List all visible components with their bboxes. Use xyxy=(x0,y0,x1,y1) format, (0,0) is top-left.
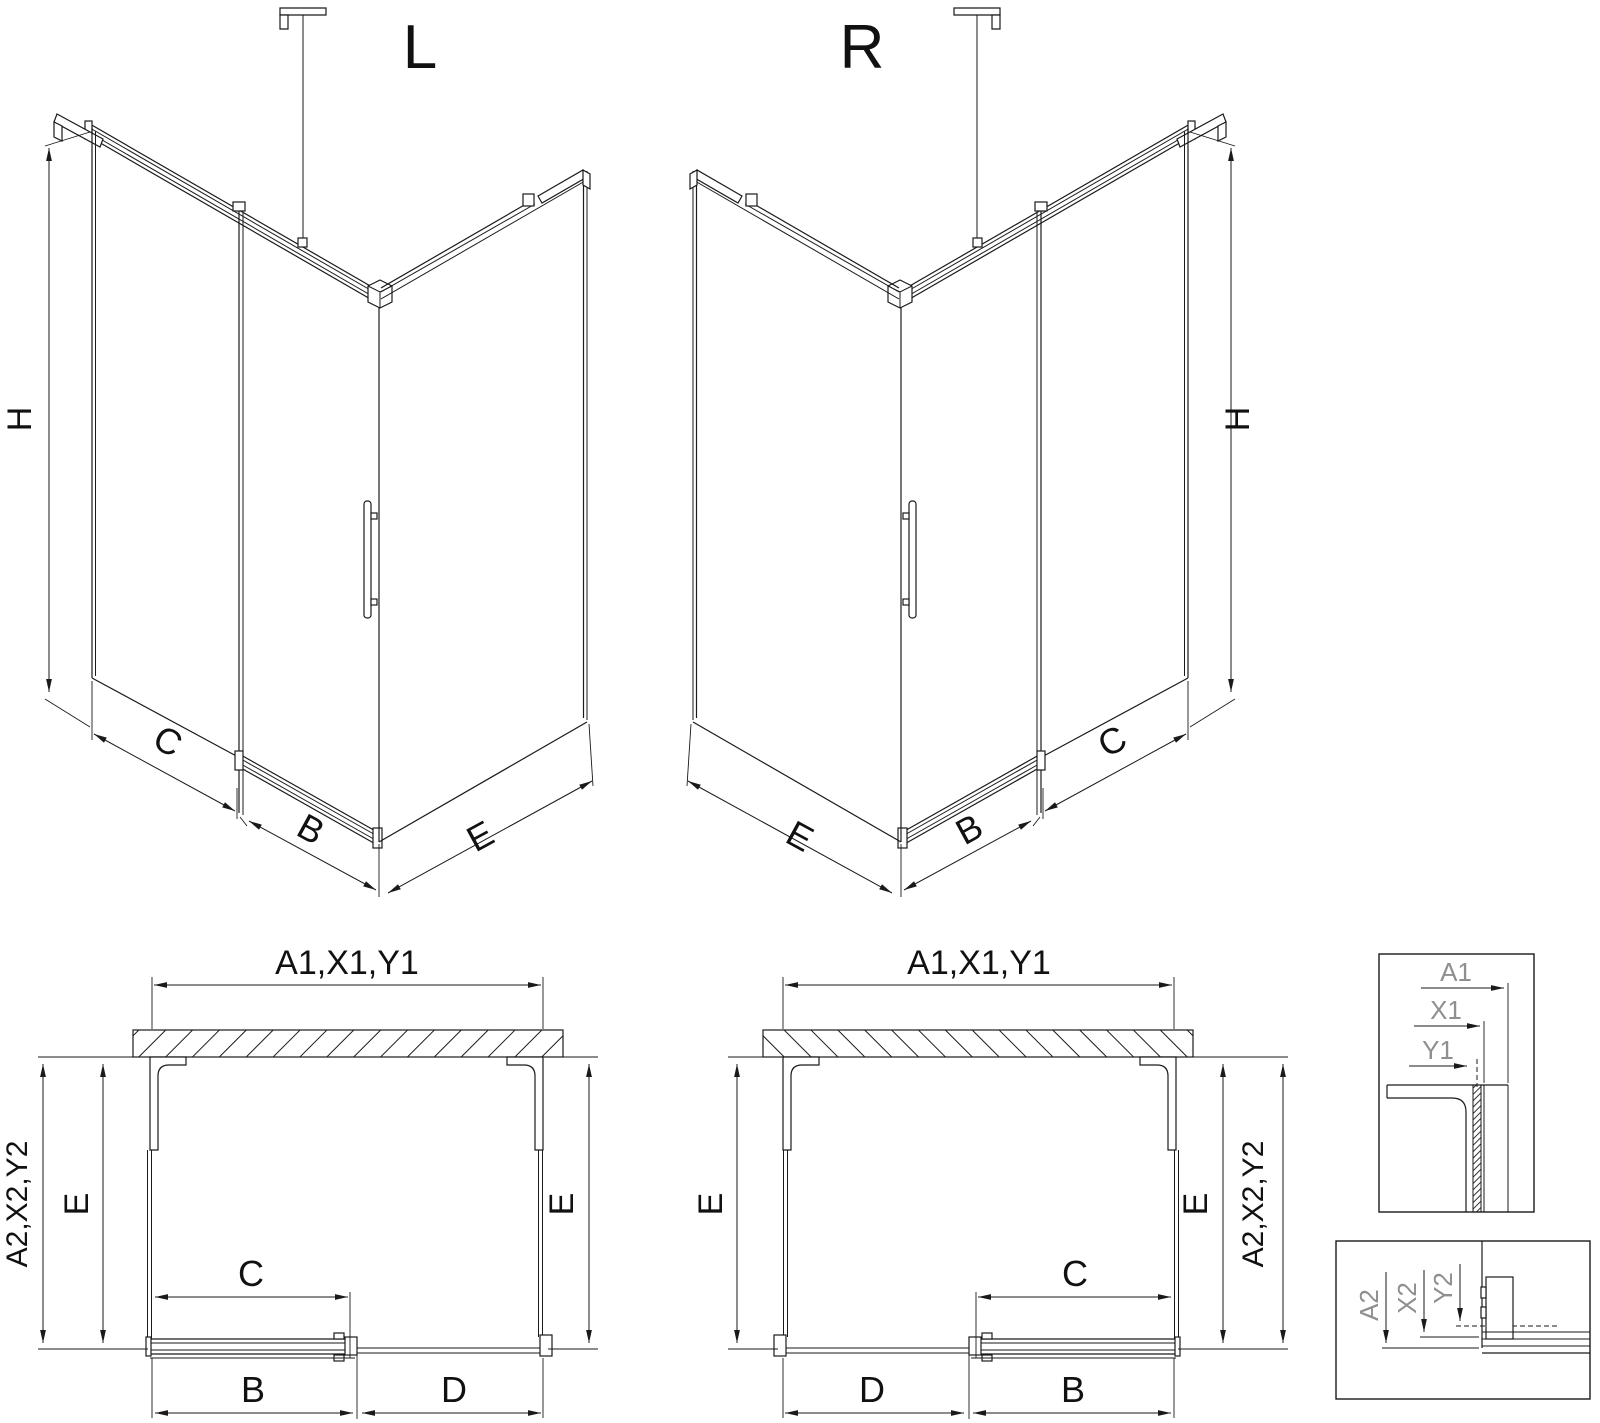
detail-top-view xyxy=(1379,954,1534,1212)
plan-left-dim-e-left-label: E xyxy=(58,1192,96,1216)
plan-left-dim-e-right-label: E xyxy=(543,1192,581,1216)
iso-right-view xyxy=(687,8,1235,897)
detail-top-x1-label: X1 xyxy=(1430,995,1462,1025)
detail-bottom-y2-label: Y2 xyxy=(1428,1272,1458,1304)
iso-left-dim-c-label: C xyxy=(146,716,190,766)
iso-left-dim-b-label: B xyxy=(290,805,332,853)
plan-right-dim-width-label: A1,X1,Y1 xyxy=(907,944,1051,982)
detail-bottom-a2-label: A2 xyxy=(1354,1289,1384,1321)
iso-right-dim-e-label: E xyxy=(779,812,821,860)
detail-top-frame xyxy=(1379,954,1534,1212)
plan-right-dim-e-left-label: E xyxy=(692,1192,730,1216)
plan-left-view xyxy=(38,977,598,1419)
iso-right-dim-h-label: H xyxy=(1219,406,1257,432)
detail-top-y1-label: Y1 xyxy=(1422,1035,1454,1065)
plan-right-dim-d-label: D xyxy=(859,1369,885,1410)
plan-left-dim-width-label: A1,X1,Y1 xyxy=(275,944,419,982)
plan-left-dim-d-label: D xyxy=(441,1369,467,1410)
iso-right-title: R xyxy=(839,13,885,82)
iso-left-dim-h-label: H xyxy=(1,406,39,432)
plan-left-dim-b-label: B xyxy=(240,1369,266,1410)
plan-right-dim-c-label: C xyxy=(1062,1253,1088,1294)
detail-top-glass xyxy=(1473,1085,1481,1212)
detail-bottom-profile xyxy=(1481,1241,1590,1353)
iso-right-dim-b-label: B xyxy=(948,805,990,853)
iso-left-title: L xyxy=(402,13,438,82)
detail-top-a1-label: A1 xyxy=(1440,957,1472,987)
detail-bottom-x2-label: X2 xyxy=(1392,1282,1422,1314)
iso-right-dim-c-label: C xyxy=(1090,716,1134,766)
plan-right-dim-b-label: B xyxy=(1060,1369,1086,1410)
iso-left-view xyxy=(45,8,593,897)
detail-top-profile xyxy=(1387,1085,1508,1212)
plan-left-dim-depth-outer-label: A2,X2,Y2 xyxy=(1,1140,34,1268)
plan-right-dim-e-right-label: E xyxy=(1177,1192,1215,1216)
plan-right-dim-depth-outer-label: A2,X2,Y2 xyxy=(1237,1140,1270,1268)
labels-layer xyxy=(1,13,1472,1410)
plan-left-dim-c-label: C xyxy=(238,1253,264,1294)
iso-left-dim-e-label: E xyxy=(459,812,501,860)
